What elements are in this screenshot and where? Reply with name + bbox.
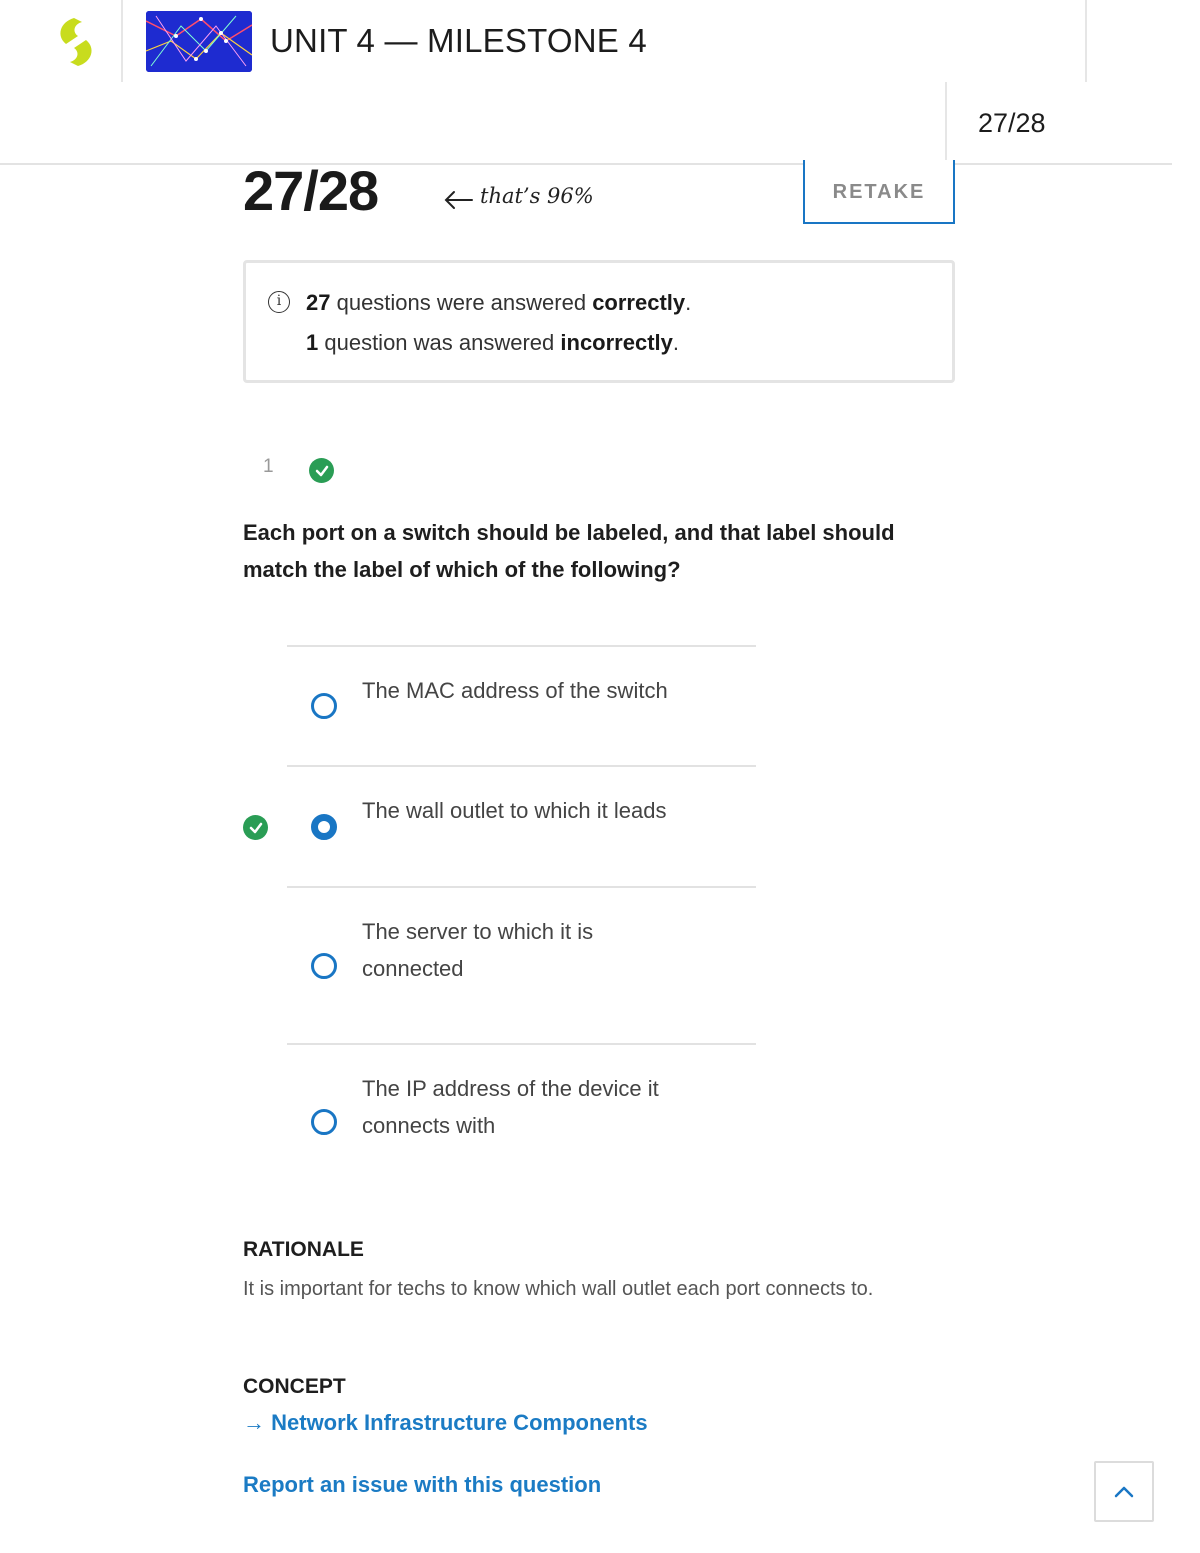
incorrect-text: question was answered (318, 330, 561, 355)
concept-link-label: Network Infrastructure Components (271, 1410, 648, 1435)
correct-word: correctly (592, 290, 686, 315)
option-text[interactable]: The MAC address of the switch (362, 678, 668, 703)
arrow-right-icon: → (243, 1410, 265, 1435)
correct-text: questions were answered (330, 290, 593, 315)
back-arrow-icon (442, 186, 474, 215)
option-radio[interactable] (311, 693, 337, 719)
incorrect-count: 1 (306, 330, 319, 355)
incorrect-word: incorrectly (560, 330, 673, 355)
header-divider (1085, 0, 1087, 82)
percent-note: that’s 96% (480, 184, 594, 208)
question-number: 1 (263, 456, 274, 477)
course-thumbnail-image (146, 11, 252, 72)
option-text[interactable]: The wall outlet to which it leads (362, 798, 667, 823)
incorrect-summary (306, 330, 679, 356)
option-text[interactable]: The IP address of the device it connects with (362, 1076, 659, 1138)
sophia-logo-icon[interactable] (52, 14, 100, 70)
chevron-up-icon (1113, 1485, 1135, 1499)
header-bottom-line (0, 163, 1172, 165)
concept-link[interactable] (243, 1410, 648, 1436)
option-divider (287, 1043, 756, 1045)
option-radio[interactable] (311, 953, 337, 979)
retake-button[interactable]: RETAKE (803, 160, 955, 224)
info-icon: i (268, 291, 290, 313)
correct-answer-check-icon (243, 815, 268, 840)
unit-title: UNIT 4 — MILESTONE 4 (270, 22, 647, 59)
score-value: 27/28 (243, 159, 379, 222)
scroll-to-top-button[interactable] (1094, 1461, 1154, 1522)
correct-count: 27 (306, 290, 331, 315)
correct-summary (306, 290, 691, 316)
incorrect-end: . (672, 330, 680, 355)
rationale-heading: RATIONALE (243, 1238, 364, 1261)
question-text: Each port on a switch should be labeled, and that label should match the label of which of the following? (243, 520, 895, 582)
header-divider (121, 0, 123, 82)
score-divider (945, 82, 947, 164)
option-divider (287, 765, 756, 767)
option-text[interactable]: The server to which it is connected (362, 919, 594, 981)
option-divider (287, 886, 756, 888)
option-divider (287, 645, 756, 647)
rationale-text: It is important for techs to know which wall outlet each port connects to. (243, 1278, 874, 1300)
correct-check-icon (309, 458, 334, 483)
option-radio[interactable] (311, 1109, 337, 1135)
option-radio-selected[interactable] (311, 814, 337, 840)
report-issue-link[interactable]: Report an issue with this question (243, 1472, 602, 1497)
results-summary-box (243, 260, 955, 383)
correct-end: . (685, 290, 692, 315)
score-badge: 27/28 (978, 108, 1046, 138)
concept-heading: CONCEPT (243, 1375, 346, 1398)
